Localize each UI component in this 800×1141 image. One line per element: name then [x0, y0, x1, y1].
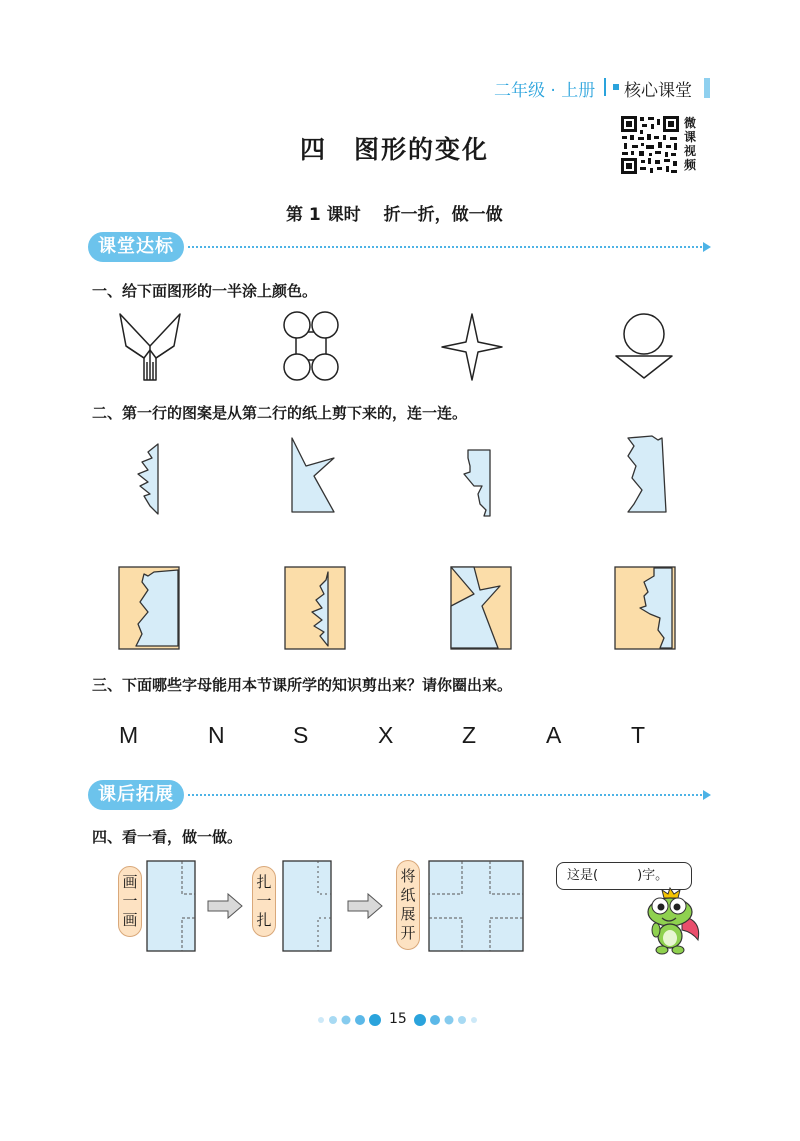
header-square-icon [613, 84, 619, 90]
page-dots-right-icon [412, 1013, 480, 1027]
q3-text: 三、下面哪些字母能用本节课所学的知识剪出来？请你圈出来。 [92, 676, 513, 694]
step-pierce-label: 扎一扎 [252, 866, 276, 937]
step-pierce-paper[interactable] [282, 860, 332, 952]
page-number: 15 [389, 1011, 407, 1027]
q3-letter-m[interactable]: M [119, 722, 139, 748]
q2-cutout-star[interactable] [288, 436, 338, 516]
page-dots-left-icon [316, 1013, 384, 1027]
q2-paper-star[interactable] [450, 566, 512, 650]
step-draw-label: 画一画 [118, 866, 142, 937]
section-tag-after: 课后拓展 [88, 780, 184, 810]
q3-letter-n[interactable]: N [208, 722, 225, 748]
header-divider [604, 78, 606, 96]
q2-paper-profile[interactable] [118, 566, 180, 650]
arrow-right-icon [703, 790, 711, 800]
step-draw-paper[interactable] [146, 860, 196, 952]
q2-text: 二、第一行的图案是从第二行的纸上剪下来的，连一连。 [92, 404, 468, 422]
q1-shape-bow[interactable] [110, 310, 190, 384]
qr-label: 微课视频 [684, 116, 697, 172]
header-course: 核心课堂 [624, 81, 692, 101]
q2-paper-tree[interactable] [284, 566, 346, 650]
q3-letter-s[interactable]: S [293, 722, 309, 748]
q3-letter-a[interactable]: A [546, 722, 562, 748]
q3-letter-x[interactable]: X [378, 722, 394, 748]
step-unfold-label: 将纸展开 [396, 860, 420, 950]
lesson-title: 第 1 课时 折一折，做一做 [286, 205, 503, 225]
arrow-right-icon [346, 892, 384, 920]
section-divider [188, 794, 702, 796]
q3-letter-t[interactable]: T [631, 722, 646, 748]
speech-bubble: 这是( )字。 [556, 862, 692, 890]
q2-cutout-profile[interactable] [624, 434, 670, 514]
q1-shape-star[interactable] [440, 312, 504, 382]
section-tag-class: 课堂达标 [88, 232, 184, 262]
q1-shape-circles[interactable] [280, 308, 342, 384]
arrow-right-icon [206, 892, 244, 920]
header-bar [704, 78, 710, 98]
q1-shape-circle-triangle[interactable] [612, 312, 676, 382]
q2-cutout-face[interactable] [460, 446, 494, 518]
step-unfold-paper[interactable] [428, 860, 524, 952]
q4-text: 四、看一看，做一做。 [92, 828, 243, 846]
frog-mascot-icon [636, 886, 706, 956]
chapter-title: 四 图形的变化 [300, 135, 490, 164]
q3-letter-z[interactable]: Z [462, 722, 477, 748]
q2-cutout-tree[interactable] [136, 442, 164, 516]
q1-text: 一、给下面图形的一半涂上颜色。 [92, 282, 318, 300]
arrow-right-icon [703, 242, 711, 252]
section-divider [188, 246, 702, 248]
header-grade: 二年级 · 上册 [494, 81, 596, 101]
qr-code-icon[interactable] [620, 115, 680, 175]
q2-paper-face[interactable] [614, 566, 676, 650]
